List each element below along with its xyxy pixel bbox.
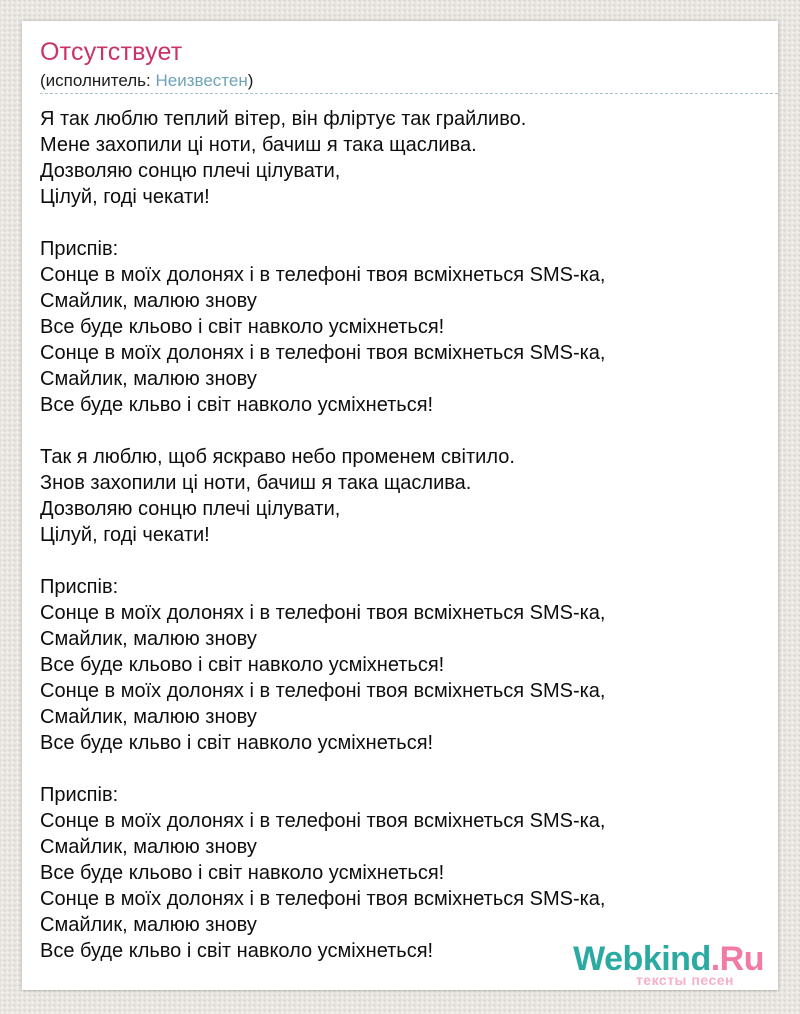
site-logo-tagline: тексты песен [635, 972, 734, 988]
lyric-line: Дозволяю сонцю плечі цілувати, [40, 160, 341, 182]
lyric-blank-line [40, 548, 760, 574]
dashed-separator [40, 93, 778, 94]
lyric-line: Все буде кльово і світ навколо усміхнеться! [40, 316, 445, 338]
content-card [22, 21, 778, 990]
lyric-line: Приспів: [40, 238, 119, 260]
lyric-line: Сонце в моїх долонях і в телефоні твоя всміхнеться SMS-ка, [40, 264, 606, 286]
lyric-blank-line [40, 418, 760, 444]
artist-line [40, 70, 760, 91]
lyric-line: Смайлик, малюю знову [40, 706, 257, 728]
artist-suffix: ) [247, 71, 254, 90]
lyric-line: Все буде кльво і світ навколо усміхнеться! [40, 732, 434, 754]
lyric-line: Дозволяю сонцю плечі цілувати, [40, 498, 341, 520]
lyric-line: Смайлик, малюю знову [40, 628, 257, 650]
site-logo-name: Webkind [573, 940, 711, 978]
lyric-line: Все буде кльово і світ навколо усміхнеться! [40, 654, 445, 676]
lyric-line: Смайлик, малюю знову [40, 368, 257, 390]
site-logo[interactable] [573, 940, 764, 988]
lyric-line: Я так люблю теплий вітер, він фліртує так грайливо. [40, 108, 527, 130]
lyric-line: Знов захопили ці ноти, бачиш я така щаслива. [40, 472, 472, 494]
lyric-line: Так я люблю, щоб яскраво небо променем світило. [40, 446, 515, 468]
lyric-line: Приспів: [40, 576, 119, 598]
lyric-line: Смайлик, малюю знову [40, 290, 257, 312]
lyric-line: Сонце в моїх долонях і в телефоні твоя всміхнеться SMS-ка, [40, 342, 606, 364]
lyric-line: Все буде кльво і світ навколо усміхнеться! [40, 940, 434, 962]
lyric-blank-line [40, 756, 760, 782]
lyrics-text [40, 106, 760, 964]
artist-link[interactable]: Неизвестен [155, 71, 248, 90]
lyric-line: Цілуй, годі чекати! [40, 186, 210, 208]
artist-prefix: (исполнитель: [40, 71, 156, 90]
lyric-line: Все буде кльво і світ навколо усміхнеться! [40, 394, 434, 416]
lyric-line: Сонце в моїх долонях і в телефоні твоя всміхнеться SMS-ка, [40, 888, 606, 910]
lyric-blank-line [40, 210, 760, 236]
song-title: Отсутствует [40, 38, 183, 66]
lyric-line: Приспів: [40, 784, 119, 806]
lyric-line: Смайлик, малюю знову [40, 914, 257, 936]
lyric-line: Сонце в моїх долонях і в телефоні твоя всміхнеться SMS-ка, [40, 810, 606, 832]
lyric-line: Смайлик, малюю знову [40, 836, 257, 858]
lyric-line: Цілуй, годі чекати! [40, 524, 210, 546]
lyric-line: Все буде кльово і світ навколо усміхнеться! [40, 862, 445, 884]
lyric-line: Сонце в моїх долонях і в телефоні твоя всміхнеться SMS-ка, [40, 602, 606, 624]
site-logo-domain: .Ru [710, 940, 764, 978]
lyric-line: Мене захопили ці ноти, бачиш я така щаслива. [40, 134, 477, 156]
lyric-line: Сонце в моїх долонях і в телефоні твоя всміхнеться SMS-ка, [40, 680, 606, 702]
